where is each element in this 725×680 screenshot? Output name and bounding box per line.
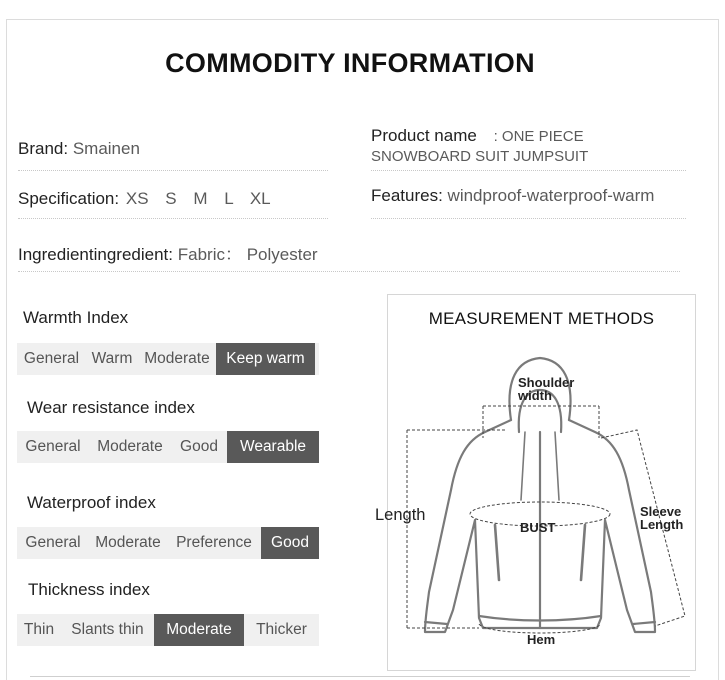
- wear-option-wearable: Wearable: [227, 431, 319, 463]
- product-name-value: : ONE PIECE: [493, 128, 584, 145]
- waterproof-option-general: General: [25, 534, 81, 551]
- thickness-index-bar: [17, 614, 319, 646]
- thickness-option-slants-thin: Slants thin: [71, 621, 144, 638]
- ingredient-field: [18, 240, 318, 265]
- waterproof-option-preference: Preference: [176, 534, 252, 551]
- wear-option-moderate: Moderate: [97, 438, 163, 455]
- thickness-index-title: Thickness index: [28, 580, 150, 599]
- features-field: [371, 186, 654, 206]
- length-label: Length: [375, 506, 426, 524]
- waterproof-option-good: Good: [261, 527, 319, 559]
- warmth-option-moderate: Moderate: [144, 350, 210, 367]
- shoulder-width-line1: Shoulder: [518, 375, 575, 390]
- wear-option-good: Good: [180, 438, 218, 455]
- warmth-index-bar: [17, 343, 319, 375]
- thickness-option-thin: Thin: [23, 621, 55, 638]
- wear-resistance-index-title: Wear resistance index: [27, 398, 195, 417]
- brand-field: [18, 139, 140, 159]
- wear-option-general: General: [25, 438, 81, 455]
- page-title: COMMODITY INFORMATION: [165, 48, 535, 78]
- product-name-field: [371, 126, 588, 166]
- size-s: S: [165, 189, 177, 208]
- bust-label: BUST: [520, 520, 556, 535]
- waterproof-index-title: Waterproof index: [27, 493, 156, 512]
- waterproof-option-moderate: Moderate: [95, 534, 161, 551]
- divider: [371, 170, 686, 171]
- thickness-option-thicker: Thicker: [256, 621, 307, 638]
- ingredient-label: Ingredientingredient:: [18, 245, 174, 264]
- sleeve-length-line1: Sleeve: [640, 504, 682, 519]
- size-xl: XL: [249, 189, 271, 208]
- thickness-option-moderate: Moderate: [154, 614, 244, 646]
- brand-label: Brand:: [18, 139, 69, 158]
- specification-field: [18, 189, 271, 209]
- warmth-option-keep-warm: Keep warm: [216, 343, 315, 375]
- hem-label: Hem: [527, 632, 556, 647]
- wear-resistance-index-bar: [17, 431, 319, 463]
- shoulder-width-label: [518, 376, 574, 402]
- waterproof-index-bar: [17, 527, 319, 559]
- product-name-label: Product name: [371, 126, 477, 145]
- brand-value: Smainen: [72, 139, 140, 158]
- sleeve-length-line2: Length: [640, 517, 684, 532]
- shoulder-width-line2: width: [518, 388, 552, 403]
- size-xs: XS: [125, 189, 149, 208]
- divider: [18, 271, 680, 272]
- warmth-index-title: Warmth Index: [23, 308, 129, 327]
- size-m: M: [193, 189, 208, 208]
- specification-label: Specification:: [18, 189, 120, 208]
- sleeve-length-label: [640, 505, 683, 531]
- divider: [371, 218, 686, 219]
- features-value: windproof-waterproof-warm: [447, 186, 655, 205]
- features-label: Features:: [371, 186, 443, 205]
- product-name-value-line2: SNOWBOARD SUIT JUMPSUIT: [371, 148, 589, 165]
- measurement-title: MEASUREMENT METHODS: [428, 309, 655, 328]
- warmth-option-warm: Warm: [91, 350, 133, 367]
- divider: [18, 218, 328, 219]
- ingredient-value: Fabric： Polyester: [177, 245, 318, 264]
- bottom-divider: [30, 676, 690, 677]
- size-l: L: [224, 189, 234, 208]
- warmth-option-general: General: [23, 350, 80, 367]
- divider: [18, 170, 328, 171]
